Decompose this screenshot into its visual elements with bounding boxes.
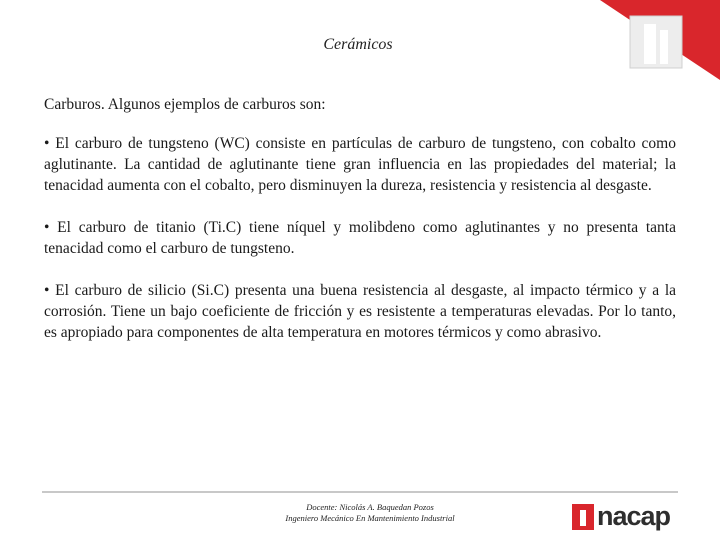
footer-line-instructor: Docente: Nicolás A. Baquedan Pozos <box>306 502 434 512</box>
slide-title: Cerámicos <box>323 36 393 53</box>
inacap-logo <box>572 500 692 532</box>
intro-text: Carburos. Algunos ejemplos de carburos son: <box>44 96 326 113</box>
bullet-tungsten-carbide: • El carburo de tungsteno (WC) consiste en partículas de carburo de tungsteno, con cobalto como aglutinante. La cantidad de aglutinante tiene gran influencia en las propiedades del material; la tenacidad aumenta con el cobalto, pero disminuyen la dureza, resistencia y resistencia al desgaste. <box>44 135 676 194</box>
slide-body <box>44 94 676 364</box>
footer-credits <box>260 502 480 524</box>
bullet-silicon-carbide: • El carburo de silicio (Si.C) presenta una buena resistencia al desgaste, al impacto térmico y a la corrosión. Tiene un bajo coeficiente de fricción y es resistente a temperaturas elevadas. Por lo tanto, es apropiado para componentes de alta temperatura en motores térmicos y como abrasivo. <box>44 282 676 341</box>
footer-line-title: Ingeniero Mecánico En Mantenimiento Industrial <box>285 513 455 523</box>
bullet-titanium-carbide: • El carburo de titanio (Ti.C) tiene níquel y molibdeno como aglutinantes y no presenta tanta tenacidad como el carburo de tungsteno. <box>44 219 676 257</box>
footer-divider <box>42 491 678 493</box>
logo-text: nacap <box>597 501 671 531</box>
inacap-logo-icon <box>572 502 594 530</box>
